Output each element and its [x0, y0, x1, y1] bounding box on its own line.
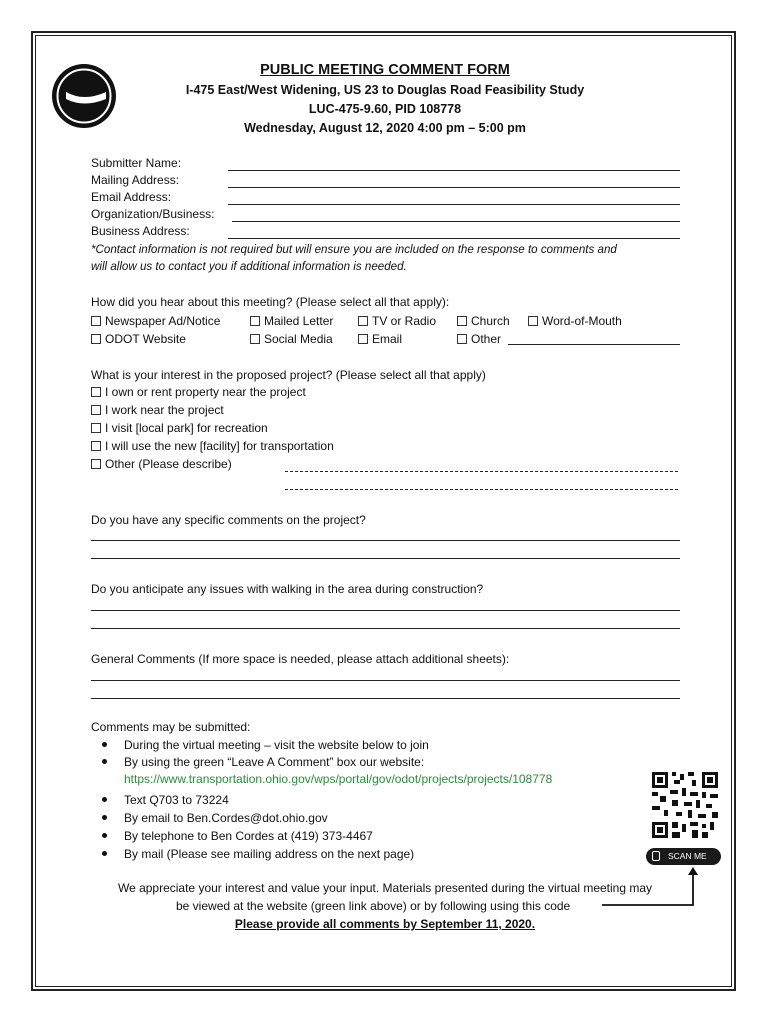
checkbox-icon — [528, 316, 538, 326]
submit-virtual-meeting: During the virtual meeting – visit the website below to join — [124, 738, 429, 752]
option-mailed-letter[interactable]: Mailed Letter — [250, 313, 333, 329]
email-address-field[interactable] — [228, 204, 680, 205]
checkbox-icon — [457, 316, 467, 326]
contact-note-line2: will allow us to contact you if additional information is needed. — [91, 260, 407, 273]
arrow-to-qr-icon — [600, 865, 700, 910]
option-odot-website[interactable]: ODOT Website — [91, 331, 186, 347]
interest-other[interactable]: Other (Please describe) — [91, 456, 232, 472]
project-id: LUC-475-9.60, PID 108778 — [308, 102, 462, 116]
interest-work-near[interactable]: I work near the project — [91, 402, 224, 418]
phone-icon — [652, 851, 660, 861]
interest-own-property[interactable]: I own or rent property near the project — [91, 384, 306, 400]
checkbox-icon — [91, 441, 101, 451]
general-comments-line-2[interactable] — [91, 698, 680, 699]
checkbox-icon — [91, 423, 101, 433]
meeting-date: Wednesday, August 12, 2020 4:00 pm – 5:00 pm — [244, 121, 526, 135]
option-church[interactable]: Church — [457, 313, 510, 329]
checkbox-icon — [91, 316, 101, 326]
scan-me-badge: SCAN ME — [646, 848, 721, 865]
general-comments-question: General Comments (If more space is needed, please attach additional sheets): — [91, 652, 510, 666]
deadline-notice: Please provide all comments by September 11, 2020. — [234, 917, 536, 931]
option-tv-radio[interactable]: TV or Radio — [358, 313, 436, 329]
other-interest-field-1[interactable] — [285, 471, 678, 472]
submit-email: By email to Ben.Cordes@dot.ohio.gov — [124, 811, 328, 825]
footer-line1: We appreciate your interest and value your input. Materials presented during the virtual meeting may — [117, 881, 653, 895]
submission-heading: Comments may be submitted: — [91, 720, 251, 734]
other-interest-field-2[interactable] — [285, 489, 678, 490]
submit-text: Text Q703 to 73224 — [124, 793, 229, 807]
business-address-label: Business Address: — [91, 224, 190, 238]
mailing-address-label: Mailing Address: — [91, 173, 180, 187]
other-source-field[interactable] — [508, 344, 680, 345]
hear-about-question: How did you hear about this meeting? (Please select all that apply): — [91, 295, 450, 309]
submit-website-box: By using the green “Leave A Comment” box our website: — [124, 755, 425, 769]
bullet-icon — [102, 815, 107, 820]
option-email[interactable]: Email — [358, 331, 402, 347]
mailing-address-field[interactable] — [228, 187, 680, 188]
walking-issues-question: Do you anticipate any issues with walking in the area during construction? — [91, 582, 484, 596]
organization-label: Organization/Business: — [91, 207, 215, 221]
interest-question: What is your interest in the proposed project? (Please select all that apply) — [91, 368, 486, 382]
checkbox-icon — [91, 334, 101, 344]
checkbox-icon — [250, 334, 260, 344]
walking-issues-line-1[interactable] — [91, 610, 680, 611]
footer-line2: be viewed at the website (green link above) or by following using this code — [176, 899, 571, 913]
checkbox-icon — [457, 334, 467, 344]
bullet-icon — [102, 797, 107, 802]
bullet-icon — [102, 833, 107, 838]
checkbox-icon — [358, 334, 368, 344]
specific-comments-question: Do you have any specific comments on the project? — [91, 513, 366, 527]
submit-telephone: By telephone to Ben Cordes at (419) 373-4467 — [124, 829, 373, 843]
interest-transportation[interactable]: I will use the new [facility] for transportation — [91, 438, 334, 454]
option-newspaper[interactable]: Newspaper Ad/Notice — [91, 313, 220, 329]
option-other[interactable]: Other — [457, 331, 501, 347]
checkbox-icon — [91, 387, 101, 397]
qr-code-icon[interactable] — [650, 770, 720, 840]
bullet-icon — [102, 742, 107, 747]
email-address-label: Email Address: — [91, 190, 172, 204]
submit-mail: By mail (Please see mailing address on the next page) — [124, 847, 415, 861]
option-word-of-mouth[interactable]: Word-of-Mouth — [528, 313, 622, 329]
bullet-icon — [102, 851, 107, 856]
organization-field[interactable] — [232, 221, 680, 222]
contact-note-line1: *Contact information is not required but will ensure you are included on the response to comments and — [91, 243, 617, 256]
specific-comments-line-1[interactable] — [91, 540, 680, 541]
form-title: PUBLIC MEETING COMMENT FORM — [260, 62, 510, 78]
project-name: I-475 East/West Widening, US 23 to Douglas Road Feasibility Study — [185, 83, 585, 97]
walking-issues-line-2[interactable] — [91, 628, 680, 629]
bullet-icon — [102, 759, 107, 764]
checkbox-icon — [358, 316, 368, 326]
checkbox-icon — [91, 459, 101, 469]
submitter-name-label: Submitter Name: — [91, 156, 182, 170]
checkbox-icon — [91, 405, 101, 415]
project-website-link[interactable]: https://www.transportation.ohio.gov/wps/portal/gov/odot/projects/projects/108778 — [124, 772, 553, 786]
option-social-media[interactable]: Social Media — [250, 331, 333, 347]
checkbox-icon — [250, 316, 260, 326]
general-comments-line-1[interactable] — [91, 680, 680, 681]
specific-comments-line-2[interactable] — [91, 558, 680, 559]
business-address-field[interactable] — [228, 238, 680, 239]
submitter-name-field[interactable] — [228, 170, 680, 171]
interest-visit-park[interactable]: I visit [local park] for recreation — [91, 420, 268, 436]
odot-logo-icon — [50, 62, 118, 130]
